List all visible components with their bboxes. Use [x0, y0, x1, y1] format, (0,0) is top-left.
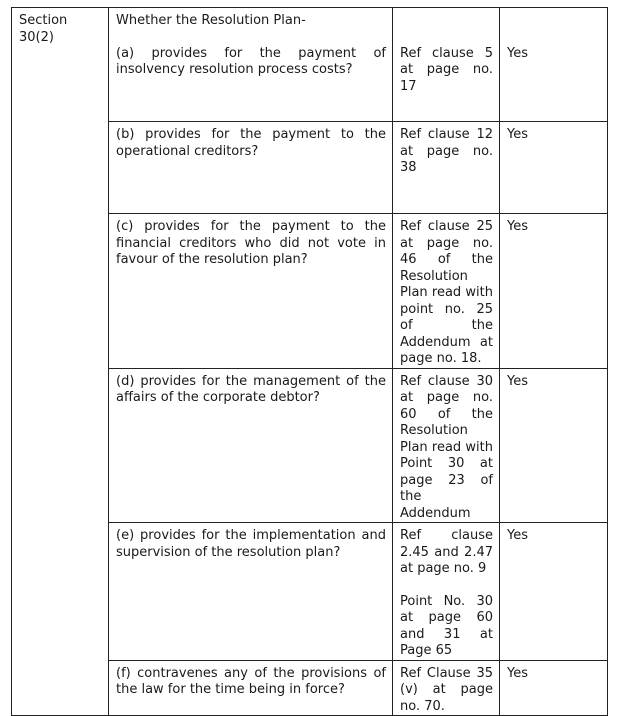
reference-cell — [393, 368, 500, 523]
answer-cell — [500, 368, 608, 523]
reference-text: Ref clause 12 at page no. 38 — [400, 127, 493, 175]
answer-cell — [500, 122, 608, 214]
reference-text: Ref clause 30 at page no. 60 of the Resolution Plan read with Point 30 at page 23 of the Addendum — [400, 373, 493, 521]
answer-cell — [500, 523, 608, 661]
question-cell — [109, 214, 393, 369]
answer-text: Yes — [507, 127, 528, 142]
question-cell — [109, 660, 393, 716]
question-text: (e) provides for the implementation and supervision of the resolution plan? — [116, 528, 386, 560]
question-cell — [109, 122, 393, 214]
question-cell — [109, 8, 393, 122]
reference-cell — [393, 660, 500, 716]
reference-cell — [393, 214, 500, 369]
table-row — [12, 8, 608, 122]
reference-text: Point No. 30 at page 60 and 31 at Page 65 — [400, 593, 493, 658]
answer-cell — [500, 660, 608, 716]
question-cell — [109, 368, 393, 523]
compliance-table — [11, 7, 608, 716]
reference-text: Ref Clause 35 (v) at page no. 70. — [400, 665, 493, 714]
answer-text: Yes — [507, 665, 528, 681]
question-text: (b) provides for the payment to the operational creditors? — [116, 127, 386, 159]
question-text: (c) provides for the payment to the financial creditors who did not vote in favour of the resolution plan? — [116, 219, 386, 267]
answer-text: Yes — [507, 45, 528, 61]
question-cell — [109, 523, 393, 661]
question-text: (a) provides for the payment of insolvency resolution process costs? — [116, 45, 386, 77]
section-label: Section 30(2) — [19, 13, 68, 45]
answer-text: Yes — [507, 373, 528, 389]
section-cell — [12, 8, 109, 716]
reference-cell — [393, 8, 500, 122]
answer-text: Yes — [507, 528, 528, 543]
answer-cell — [500, 214, 608, 369]
intro-text: Whether the Resolution Plan- — [116, 13, 306, 28]
question-text: (f) contravenes any of the provisions of the law for the time being in force? — [116, 665, 386, 697]
answer-cell — [500, 8, 608, 122]
reference-text: Ref clause 25 at page no. 46 of the Resolution Plan read with point no. 25 of the Addendum at page no. 18. — [400, 219, 493, 366]
question-text: (d) provides for the management of the affairs of the corporate debtor? — [116, 373, 386, 405]
reference-text: Ref clause 5 at page no. 17 — [400, 45, 493, 94]
answer-text: Yes — [507, 219, 528, 234]
reference-text: Ref clause 2.45 and 2.47 at page no. 9 — [400, 528, 493, 576]
reference-cell — [393, 523, 500, 661]
reference-cell — [393, 122, 500, 214]
